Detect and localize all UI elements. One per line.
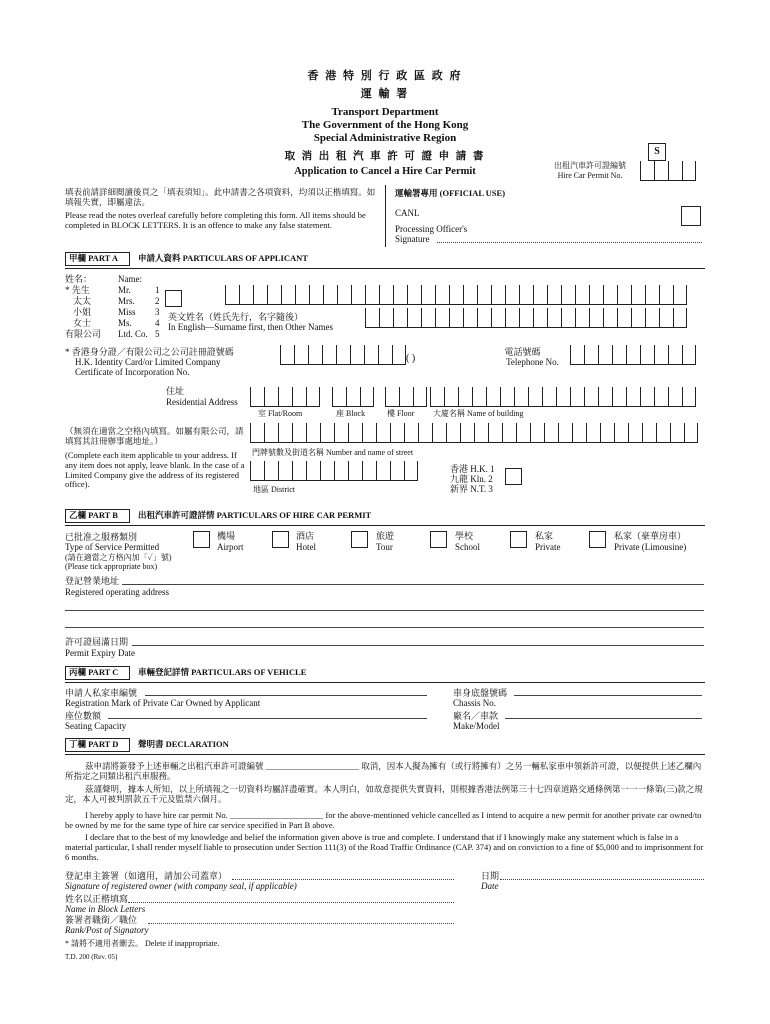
service-hotel-checkbox[interactable] [272,531,289,548]
name-field-row2[interactable] [365,308,687,328]
title-option[interactable] [65,307,165,318]
region-zh: 新界 [450,484,469,494]
dept-title-zh: 香 港 特 別 行 政 區 政 府 [307,70,463,82]
delete-note: * 請將不適用者刪去。 Delete if inappropriate. [65,939,220,948]
form-code: T.D. 200 (Rev. 05) [65,953,118,961]
title-zh: 有限公司 [65,329,102,339]
eng-name-zh: 英文姓名（姓氏先行，名字隨後） [168,312,304,322]
part-a-title: 申請人資料 PARTICULARS OF APPLICANT [138,253,308,264]
part-a-header [65,252,308,266]
part-c-label: 丙欄 PART C [65,666,130,680]
regmark-zh: 申請人私家車編號 [65,688,138,698]
tel-label-en: Telephone No. [506,357,559,367]
service-private-en: Private [535,542,561,552]
date-en: Date [481,881,499,891]
block-label: 座 Block [336,409,366,418]
chassis-en: Chassis No. [453,698,497,708]
region-option[interactable] [450,474,510,484]
part-a-label: 甲欄 PART A [65,252,130,266]
name-field-row1[interactable] [225,285,687,305]
district-label: 地區 District [253,485,295,494]
region-option[interactable] [450,484,510,494]
addr-label-zh: 住址 [166,386,185,396]
declaration-zh-1: 茲申請將簽發予上述車輛之出租汽車許可證編號 ______________________ 取消，因本人擬為擁有（或行將擁有）之另一輛私家車申領新許可證，以便提供上述乙欄內所指定之同類出租汽車服務。 [65,761,702,781]
title-code: 3 [155,307,160,317]
part-d-header [65,738,229,752]
eng-name-en: In English—Surname first, then Other Names [168,322,333,332]
region-option[interactable] [450,464,510,474]
service-school-en: School [455,542,481,552]
region-en: N.T. [470,484,487,494]
reg-addr-line1[interactable] [122,584,704,585]
transport-title-zh: 運 輸 署 [360,88,410,100]
region-options [450,464,510,494]
service-limousine-zh: 私家（豪華房車） [614,531,687,541]
id-number-field[interactable] [280,345,406,365]
title-code: 1 [155,285,160,295]
expiry-date-line[interactable] [132,645,704,646]
part-d-divider [65,754,705,755]
title-zh: * 先生 [65,285,90,295]
make-zh: 廠名／車款 [453,711,499,721]
service-tour-checkbox[interactable] [351,531,368,548]
block-name-zh: 姓名以正楷填寫 [65,894,129,904]
part-b-divider [65,525,705,526]
title-code-box[interactable] [165,290,182,307]
title-en: Miss [118,307,136,317]
canl-label: CANL [395,208,420,218]
reg-addr-line2[interactable] [65,610,704,611]
title-en: Mr. [118,285,131,295]
title-zh: 小姐 [73,307,92,317]
rank-line[interactable] [148,923,454,924]
name-label-en: Name: [118,274,142,284]
part-d-label: 丁欄 PART D [65,738,130,752]
building-field[interactable] [430,387,696,407]
title-option[interactable] [65,285,165,296]
sar-title-en: Special Administrative Region [313,132,457,144]
reg-addr-en: Registered operating address [65,587,169,597]
part-b-header [65,509,371,523]
service-hotel-en: Hotel [296,542,316,552]
service-school-zh: 學校 [455,531,474,541]
title-en: Mrs. [118,296,135,306]
title-code: 2 [155,296,160,306]
title-options [65,285,165,340]
canl-checkbox[interactable] [681,206,701,226]
reg-addr-line3[interactable] [65,627,704,628]
expiry-zh: 許可證屆滿日期 [65,637,129,647]
govt-title-en: The Government of the Hong Kong [301,119,469,131]
official-use-title: 運輸署專用 (OFFICIAL USE) [395,188,506,198]
date-zh: 日期 [481,871,500,881]
addr-note-en: (Complete each item applicable to your address. If any item does not apply, leave blank. In the case of a Limited Company give the address of its registered office). [65,450,245,490]
dept-title-en: Transport Department [331,106,439,118]
title-en: Ms. [118,318,132,328]
intro-en: Please read the notes overleaf carefully before completing this form. All items should be completed in BLOCK LETTERS. It is an offence to make any false statement. [65,210,366,230]
flat-field[interactable] [250,387,320,407]
title-option[interactable] [65,296,165,307]
processing-label: Processing Officer's [395,224,468,234]
addr-label-en: Residential Address [166,397,238,407]
telephone-field[interactable] [570,345,696,365]
flat-label: 室 Flat/Room [258,409,303,418]
reg-addr-zh: 登記營業地址 [65,576,120,586]
title-code: 5 [155,329,160,339]
region-code: 3 [488,484,493,494]
regmark-en: Registration Mark of Private Car Owned by Applicant [65,698,261,708]
signature-line[interactable] [232,879,454,880]
name-label-zh: 姓名： [65,274,93,284]
seats-en: Seating Capacity [65,721,127,731]
permit-no-en: Hire Car Permit No. [557,171,623,180]
floor-label: 樓 Floor [387,409,415,418]
part-c-divider [65,682,705,683]
region-zh: 香港 [450,464,469,474]
addr-note-zh: （無須在適當之空格內填寫。如屬有限公司，請填寫其註冊辦事處地址。） [65,426,244,446]
service-hotel-zh: 酒店 [296,531,315,541]
service-school-checkbox[interactable] [430,531,447,548]
region-code-box[interactable] [505,468,522,485]
form-title-en: Application to Cancel a Hire Car Permit [294,166,476,177]
service-airport-zh: 機場 [217,531,236,541]
form-title-zh: 取 消 出 租 汽 車 許 可 證 申 請 書 [284,151,486,162]
id-label-en1: H.K. Identity Card/or Limited Company [75,357,221,367]
chassis-line[interactable] [514,695,702,696]
declaration-en-1: I hereby apply to have hire car permit No. ______________________ for the above-mentioned vehicle cancelled as I intend to acquire a new permit for another private car owned/to be owned by me for the same type of hire car service specified in Part B above. [65,810,702,830]
title-en: Ltd. Co. [118,329,148,339]
officer-signature-line[interactable] [437,242,702,243]
signature-en: Signature of registered owner (with company seal, if applicable) [65,881,297,891]
id-label-zh: * 香港身分證／有限公司之公司註冊證號碼 [65,347,234,357]
service-limousine-checkbox[interactable] [589,531,606,548]
part-c-title: 車輛登記詳情 PARTICULARS OF VEHICLE [138,667,307,678]
region-en: H.K. [470,464,488,474]
service-tour-en: Tour [376,542,393,552]
service-tour-zh: 旅遊 [376,531,395,541]
rank-zh: 簽署者職銜／職位 [65,915,138,925]
part-d-title: 聲明書 DECLARATION [138,739,229,750]
region-en: Kln. [470,474,487,484]
service-airport-checkbox[interactable] [193,531,210,548]
s-box: S [648,143,666,161]
title-option[interactable] [65,329,165,340]
service-type-en: Type of Service Permitted [65,542,160,552]
building-label: 大廈名稱 Name of building [433,409,524,418]
tel-label-zh: 電話號碼 [504,347,541,357]
title-code: 4 [155,318,160,328]
region-code: 1 [490,464,495,474]
expiry-en: Permit Expiry Date [65,648,135,658]
street-label: 門牌號數及街道名稱 Number and name of street [252,448,414,457]
region-code: 2 [488,474,493,484]
block-name-en: Name in Block Letters [65,904,146,914]
id-label-en2: Certificate of Incorporation No. [75,367,190,377]
tick-note-en: (Please tick appropriate box) [65,562,158,571]
district-field[interactable] [250,461,418,481]
rank-en: Rank/Post of Signatory [65,925,149,935]
signature-zh: 登記車主簽署（如適用，請加公司蓋章） [65,871,228,881]
title-zh: 女士 [73,318,92,328]
declaration-zh-2: 茲謹聲明，據本人所知，以上所填報之一切資料均屬詳盡確實。本人明白，如故意提供失實資料，則根據香港法例第三十七四章道路交通條例第一一一條第(三)款之規定，本人可被判罰款五千元及監禁六個月。 [65,784,703,804]
permit-no-field[interactable] [640,161,696,181]
part-a-divider [65,268,705,269]
declaration-en-2: I declare that to the best of my knowledge and belief the information given above is true and complete. I understand that if I knowingly make any statement which is false in a material particular, I shall render myself liable to prosecution under Section 111(3) of the Road Traffic Ordinance (CAP. 374) and on conviction to a fine of $5,000 and to imprisonment for 6 months. [65,832,704,862]
service-private-zh: 私家 [535,531,554,541]
service-airport-en: Airport [217,542,244,552]
part-b-label: 乙欄 PART B [65,509,130,523]
intro-zh: 填表前請詳細閱讀後頁之「填表須知」。此申請書之各項資料，均須以正楷填寫。如填報失實，即屬違法。 [65,187,376,207]
service-private-checkbox[interactable] [510,531,527,548]
signature-label: Signature [395,234,430,244]
title-zh: 太太 [73,296,92,306]
regmark-line[interactable] [145,695,427,696]
floor-field[interactable] [385,387,427,407]
block-field[interactable] [332,387,374,407]
street-field-row1[interactable] [250,423,698,443]
seats-line[interactable] [108,718,427,719]
check-digit-field[interactable]: ( ) [406,353,416,364]
permit-no-zh: 出租汽車許可證編號 [554,161,626,170]
make-en: Make/Model [453,721,500,731]
date-line[interactable] [500,879,704,880]
service-limousine-en: Private (Limousine) [614,542,687,552]
block-name-line[interactable] [128,902,454,903]
part-c-header [65,666,306,680]
region-zh: 九龍 [450,474,469,484]
title-option[interactable] [65,318,165,329]
tick-note-zh: (請在適當之方格內加「✓」號) [65,553,172,562]
service-type-zh: 已批准之服務類別 [65,532,138,542]
seats-zh: 座位數額 [65,711,102,721]
make-line[interactable] [505,718,702,719]
part-b-title: 出租汽車許可證詳情 PARTICULARS OF HIRE CAR PERMIT [138,510,372,521]
chassis-zh: 車身底盤號碼 [453,688,508,698]
